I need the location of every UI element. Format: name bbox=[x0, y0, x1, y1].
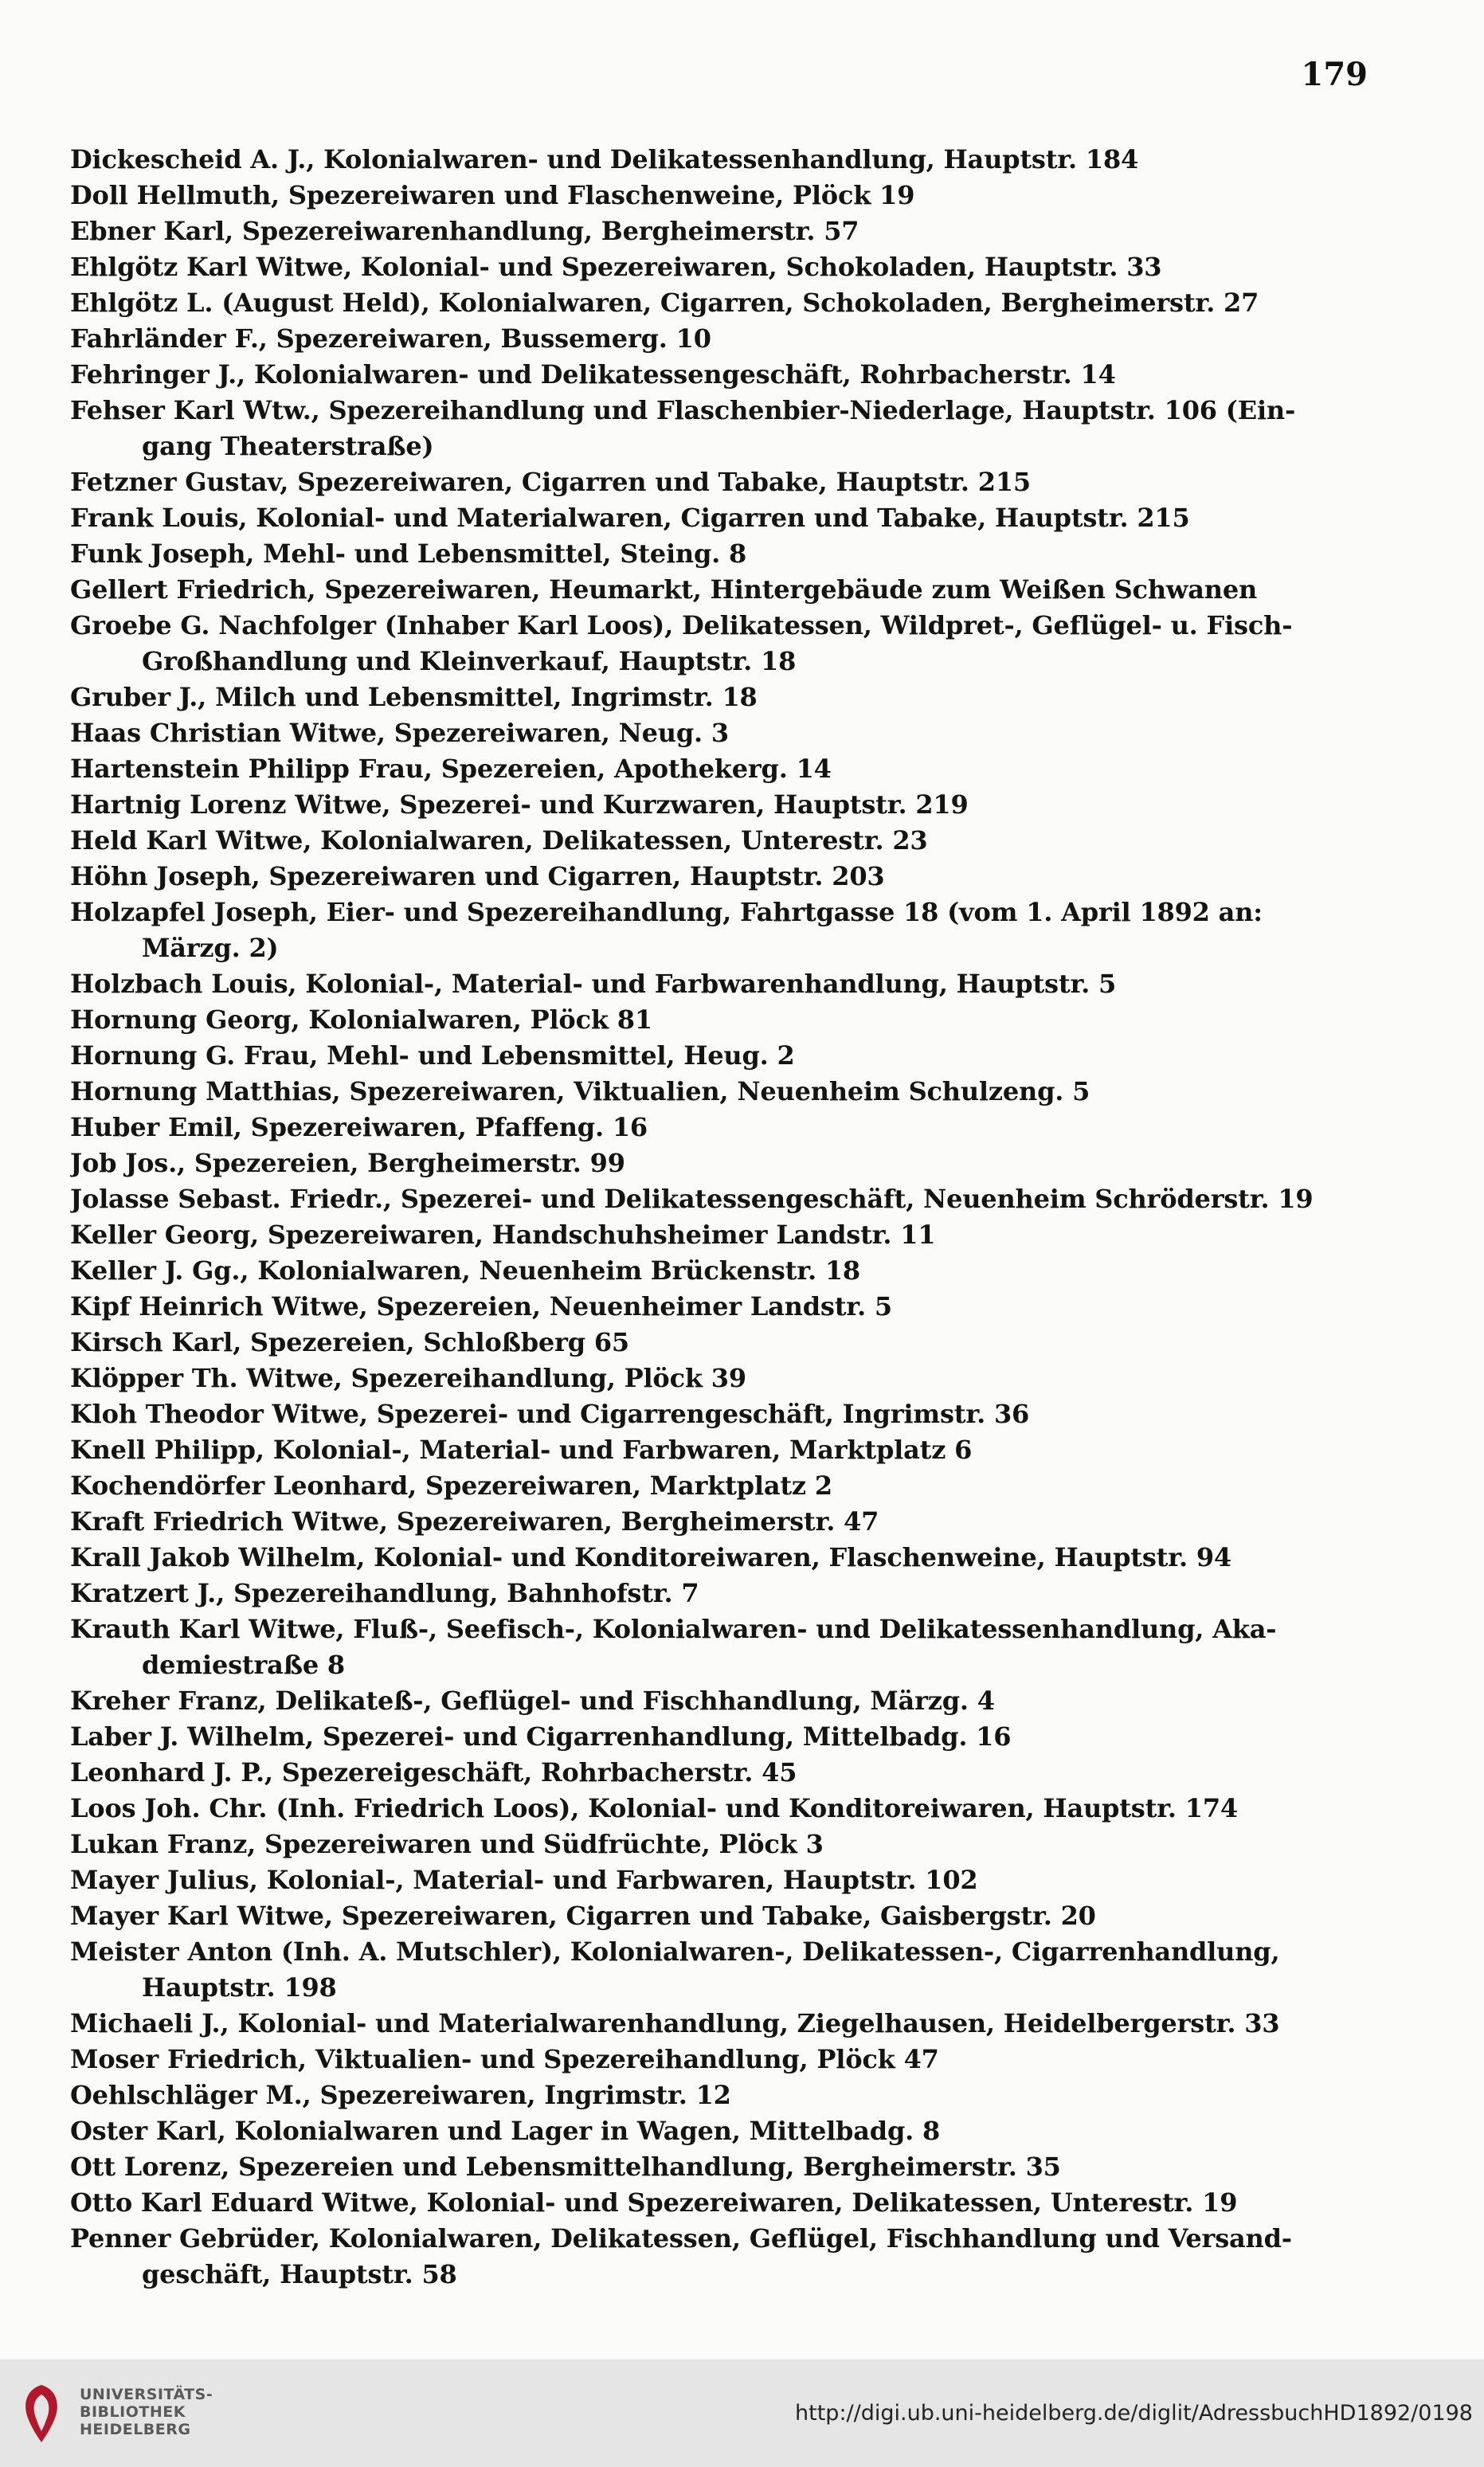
directory-entry bbox=[70, 285, 1392, 321]
library-name bbox=[80, 2386, 213, 2438]
directory-entry bbox=[70, 1181, 1392, 1217]
entry-line: Hornung G. Frau, Mehl- und Lebensmittel, Heug. 2 bbox=[70, 1040, 795, 1071]
entry-line: Keller Georg, Spezereiwaren, Handschuhsheimer Landstr. 11 bbox=[70, 1220, 936, 1250]
directory-entry bbox=[70, 500, 1392, 536]
entry-line: Höhn Joseph, Spezereiwaren und Cigarren, Hauptstr. 203 bbox=[70, 861, 885, 891]
entry-line: Krauth Karl Witwe, Fluß-, Seefisch-, Kolonialwaren- und Delikatessenhandlung, Aka- bbox=[70, 1614, 1277, 1644]
entry-line: Laber J. Wilhelm, Spezerei- und Cigarrenhandlung, Mittelbadg. 16 bbox=[70, 1721, 1012, 1752]
entry-continuation-line: Märzg. 2) bbox=[142, 933, 279, 963]
entry-line: Mayer Julius, Kolonial-, Material- und Farbwaren, Hauptstr. 102 bbox=[70, 1865, 978, 1895]
entry-line: Keller J. Gg., Kolonialwaren, Neuenheim Brückenstr. 18 bbox=[70, 1255, 860, 1286]
directory-entry bbox=[70, 1827, 1392, 1862]
directory-entry bbox=[70, 1504, 1392, 1540]
directory-entry bbox=[70, 1325, 1392, 1361]
directory-entry bbox=[70, 2185, 1392, 2221]
entry-line: Groebe G. Nachfolger (Inhaber Karl Loos), Delikatessen, Wildpret-, Geflügel- u. Fisch- bbox=[70, 610, 1293, 640]
directory-entry bbox=[70, 142, 1392, 178]
directory-entry bbox=[70, 1862, 1392, 1898]
directory-entry bbox=[70, 1074, 1392, 1110]
directory-entry bbox=[70, 2221, 1392, 2293]
entry-line: Kirsch Karl, Spezereien, Schloßberg 65 bbox=[70, 1327, 629, 1357]
directory-entry bbox=[70, 1217, 1392, 1253]
entry-line: Oster Karl, Kolonialwaren und Lager in Wagen, Mittelbadg. 8 bbox=[70, 2116, 941, 2146]
entry-line: Doll Hellmuth, Spezereiwaren und Flaschenweine, Plöck 19 bbox=[70, 180, 915, 210]
directory-entry bbox=[70, 1289, 1392, 1325]
entry-line: Ott Lorenz, Spezereien und Lebensmittelhandlung, Bergheimerstr. 35 bbox=[70, 2152, 1061, 2182]
directory-entry bbox=[70, 608, 1392, 679]
entry-line: Loos Joh. Chr. (Inh. Friedrich Loos), Kolonial- und Konditoreiwaren, Hauptstr. 174 bbox=[70, 1793, 1238, 1823]
directory-entry bbox=[70, 679, 1392, 715]
entry-continuation-line: Großhandlung und Kleinverkauf, Hauptstr. 18 bbox=[142, 646, 797, 676]
directory-entry bbox=[70, 751, 1392, 787]
entry-line: Frank Louis, Kolonial- und Materialwaren, Cigarren und Tabake, Hauptstr. 215 bbox=[70, 503, 1190, 533]
directory-entry bbox=[70, 1145, 1392, 1181]
entry-line: Lukan Franz, Spezereiwaren und Südfrüchte, Plöck 3 bbox=[70, 1829, 824, 1859]
entry-line: Held Karl Witwe, Kolonialwaren, Delikatessen, Unterestr. 23 bbox=[70, 825, 928, 856]
entry-line: Kreher Franz, Delikateß-, Geflügel- und Fischhandlung, Märzg. 4 bbox=[70, 1686, 995, 1716]
directory-entry bbox=[70, 1540, 1392, 1576]
source-url-link[interactable]: http://digi.ub.uni-heidelberg.de/diglit/AdressbuchHD1892/0198 bbox=[795, 2401, 1473, 2426]
entry-line: Hartenstein Philipp Frau, Spezereien, Apothekerg. 14 bbox=[70, 754, 832, 784]
directory-entry bbox=[70, 1468, 1392, 1504]
directory-entry bbox=[70, 1755, 1392, 1791]
entry-line: Funk Joseph, Mehl- und Lebensmittel, Steing. 8 bbox=[70, 538, 747, 569]
entry-line: Kipf Heinrich Witwe, Spezereien, Neuenheimer Landstr. 5 bbox=[70, 1291, 892, 1322]
library-name-line: BIBLIOTHEK bbox=[80, 2403, 186, 2421]
directory-entry bbox=[70, 213, 1392, 249]
entry-line: Gruber J., Milch und Lebensmittel, Ingrimstr. 18 bbox=[70, 682, 758, 712]
directory-entry bbox=[70, 464, 1392, 500]
directory-entry bbox=[70, 715, 1392, 751]
directory-entry bbox=[70, 536, 1392, 572]
entry-line: Kratzert J., Spezereihandlung, Bahnhofstr. 7 bbox=[70, 1578, 699, 1608]
directory-entry bbox=[70, 787, 1392, 823]
entry-line: Hornung Georg, Kolonialwaren, Plöck 81 bbox=[70, 1004, 652, 1035]
entry-line: Ehlgötz Karl Witwe, Kolonial- und Spezereiwaren, Schokoladen, Hauptstr. 33 bbox=[70, 252, 1162, 282]
directory-entry bbox=[70, 2149, 1392, 2185]
entry-line: Haas Christian Witwe, Spezereiwaren, Neug. 3 bbox=[70, 718, 729, 748]
library-name-line: HEIDELBERG bbox=[80, 2421, 191, 2438]
entry-continuation-line: demiestraße 8 bbox=[142, 1650, 345, 1680]
directory-entry bbox=[70, 1002, 1392, 1038]
entry-line: Hornung Matthias, Spezereiwaren, Viktualien, Neuenheim Schulzeng. 5 bbox=[70, 1076, 1090, 1106]
directory-entries bbox=[70, 142, 1392, 2293]
entry-line: Dickescheid A. J., Kolonialwaren- und Delikatessenhandlung, Hauptstr. 184 bbox=[70, 144, 1139, 174]
directory-entry bbox=[70, 1934, 1392, 2006]
entry-line: Holzapfel Joseph, Eier- und Spezereihandlung, Fahrtgasse 18 (vom 1. April 1892 an: bbox=[70, 897, 1263, 927]
directory-entry bbox=[70, 1253, 1392, 1289]
entry-line: Mayer Karl Witwe, Spezereiwaren, Cigarren und Tabake, Gaisbergstr. 20 bbox=[70, 1901, 1096, 1931]
entry-line: Ebner Karl, Spezereiwarenhandlung, Bergheimerstr. 57 bbox=[70, 216, 859, 246]
entry-line: Hartnig Lorenz Witwe, Spezerei- und Kurzwaren, Hauptstr. 219 bbox=[70, 789, 969, 820]
directory-entry bbox=[70, 1396, 1392, 1432]
entry-line: Jolasse Sebast. Friedr., Spezerei- und Delikatessengeschäft, Neuenheim Schröderstr. 19 bbox=[70, 1184, 1314, 1214]
entry-line: Fahrländer F., Spezereiwaren, Bussemerg. 10 bbox=[70, 323, 711, 354]
directory-entry bbox=[70, 1038, 1392, 1074]
directory-entry bbox=[70, 1719, 1392, 1755]
directory-entry bbox=[70, 859, 1392, 895]
directory-entry bbox=[70, 2077, 1392, 2113]
directory-entry bbox=[70, 178, 1392, 213]
entry-line: Huber Emil, Spezereiwaren, Pfaffeng. 16 bbox=[70, 1112, 648, 1142]
university-library-logo-icon bbox=[14, 2382, 69, 2445]
entry-line: Michaeli J., Kolonial- und Materialwarenhandlung, Ziegelhausen, Heidelbergerstr. 33 bbox=[70, 2008, 1280, 2038]
entry-line: Ehlgötz L. (August Held), Kolonialwaren, Cigarren, Schokoladen, Bergheimerstr. 27 bbox=[70, 288, 1259, 318]
directory-entry bbox=[70, 823, 1392, 859]
directory-entry bbox=[70, 1361, 1392, 1396]
entry-line: Kraft Friedrich Witwe, Spezereiwaren, Bergheimerstr. 47 bbox=[70, 1506, 879, 1537]
entry-line: Leonhard J. P., Spezereigeschäft, Rohrbacherstr. 45 bbox=[70, 1757, 797, 1788]
entry-continuation-line: geschäft, Hauptstr. 58 bbox=[142, 2259, 457, 2289]
directory-entry bbox=[70, 1576, 1392, 1611]
entry-line: Meister Anton (Inh. A. Mutschler), Kolonialwaren-, Delikatessen-, Cigarrenhandlung, bbox=[70, 1936, 1280, 1967]
directory-entry bbox=[70, 1432, 1392, 1468]
entry-line: Kloh Theodor Witwe, Spezerei- und Cigarrengeschäft, Ingrimstr. 36 bbox=[70, 1399, 1030, 1429]
directory-entry bbox=[70, 572, 1392, 608]
entry-line: Moser Friedrich, Viktualien- und Spezereihandlung, Plöck 47 bbox=[70, 2044, 939, 2074]
entry-line: Fehringer J., Kolonialwaren- und Delikatessengeschäft, Rohrbacherstr. 14 bbox=[70, 359, 1116, 390]
entry-line: Kochendörfer Leonhard, Spezereiwaren, Marktplatz 2 bbox=[70, 1470, 832, 1501]
directory-entry bbox=[70, 1110, 1392, 1145]
directory-entry bbox=[70, 895, 1392, 966]
directory-entry bbox=[70, 1611, 1392, 1683]
page-number: 179 bbox=[1301, 56, 1368, 93]
directory-entry bbox=[70, 2113, 1392, 2149]
entry-line: Krall Jakob Wilhelm, Kolonial- und Konditoreiwaren, Flaschenweine, Hauptstr. 94 bbox=[70, 1542, 1231, 1572]
entry-line: Holzbach Louis, Kolonial-, Material- und Farbwarenhandlung, Hauptstr. 5 bbox=[70, 969, 1117, 999]
entry-line: Job Jos., Spezereien, Bergheimerstr. 99 bbox=[70, 1148, 625, 1178]
entry-line: Fehser Karl Wtw., Spezereihandlung und Flaschenbier-Niederlage, Hauptstr. 106 (Ein- bbox=[70, 395, 1296, 425]
entry-line: Oehlschläger M., Spezereiwaren, Ingrimstr. 12 bbox=[70, 2080, 731, 2110]
directory-entry bbox=[70, 249, 1392, 285]
directory-entry bbox=[70, 357, 1392, 393]
entry-line: Klöpper Th. Witwe, Spezereihandlung, Plöck 39 bbox=[70, 1363, 746, 1393]
directory-entry bbox=[70, 966, 1392, 1002]
directory-entry bbox=[70, 1898, 1392, 1934]
entry-continuation-line: gang Theaterstraße) bbox=[142, 431, 434, 461]
directory-entry bbox=[70, 321, 1392, 357]
entry-line: Fetzner Gustav, Spezereiwaren, Cigarren und Tabake, Hauptstr. 215 bbox=[70, 467, 1031, 497]
directory-entry bbox=[70, 1683, 1392, 1719]
directory-entry bbox=[70, 2042, 1392, 2077]
entry-line: Knell Philipp, Kolonial-, Material- und Farbwaren, Marktplatz 6 bbox=[70, 1435, 973, 1465]
entry-line: Penner Gebrüder, Kolonialwaren, Delikatessen, Geflügel, Fischhandlung und Versand- bbox=[70, 2223, 1292, 2254]
footer-bar bbox=[0, 2359, 1484, 2467]
entry-continuation-line: Hauptstr. 198 bbox=[142, 1972, 337, 2003]
directory-entry bbox=[70, 2006, 1392, 2042]
library-name-line: UNIVERSITÄTS- bbox=[80, 2386, 213, 2403]
entry-line: Gellert Friedrich, Spezereiwaren, Heumarkt, Hintergebäude zum Weißen Schwanen bbox=[70, 574, 1258, 605]
entry-line: Otto Karl Eduard Witwe, Kolonial- und Spezereiwaren, Delikatessen, Unterestr. 19 bbox=[70, 2187, 1238, 2218]
directory-entry bbox=[70, 393, 1392, 464]
directory-entry bbox=[70, 1791, 1392, 1827]
